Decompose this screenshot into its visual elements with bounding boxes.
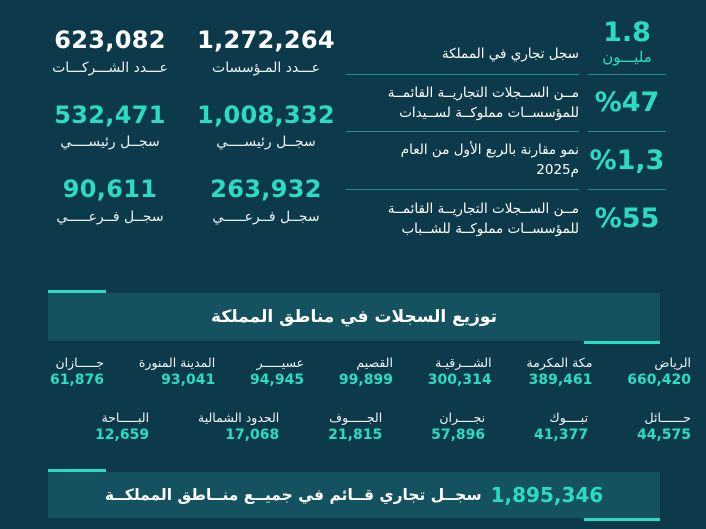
total-registrations-figure [588,13,666,75]
total-registrations-caption [346,13,579,75]
region-baha [95,410,149,444]
region-jazan-name: جـــــازان [55,355,105,370]
growth-caption [346,132,579,190]
establishments-total-value: 1,272,264 [197,26,335,54]
women-owned-line-1: مــن الســجلات التجاريــة القائمــة [387,84,579,101]
total-banner-label: سجــل تجاري قــائم في جميــع منــاطق المملكــة [104,486,482,504]
total-registrations-caption-text: سجل تجاري في المملكة [441,46,579,63]
establishments-branch-value: 263,932 [210,175,322,204]
companies-total-label: عـــدد الشـــركـــات [52,59,168,76]
companies-branch-label: سجــل فــرعـــــي [56,208,164,225]
regions-banner-title: توزيع السجلات في مناطق المملكة [211,307,497,327]
region-tabuk-name: تبــــوك [549,410,589,425]
region-eastern [428,355,492,389]
region-jouf [328,410,382,444]
region-eastern-value: 300,314 [427,371,492,388]
region-baha-value: 12,659 [95,426,150,443]
region-tabuk [534,410,588,444]
total-registrations-value: 1.8 [603,17,651,48]
region-riyadh-value: 660,420 [627,371,691,388]
region-hail [637,410,691,444]
region-northern-borders-value: 17,068 [225,426,280,443]
youth-owned-figure [588,190,666,240]
companies-column [32,26,188,250]
region-northern-borders-name: الحدود الشمالية [198,410,280,425]
growth-figure [588,132,666,190]
youth-owned-caption [346,190,579,240]
youth-owned-line-2: للمؤسســات مملوكــة للشــباب [401,220,579,237]
stat-youth-owned [346,190,666,240]
establishments-main-label: سجــل رئيســــي [216,134,316,151]
stat-total-registrations [346,13,666,75]
region-jouf-name: الجـــــوف [329,410,383,425]
region-baha-name: البـــــاحة [101,410,150,425]
region-asir [250,355,304,389]
women-owned-line-2: للمؤسســات مملوكــة لســيدات [399,104,579,121]
region-madinah-value: 93,041 [161,371,216,388]
region-qassim [339,355,393,389]
youth-owned-pct: %55 [594,203,660,235]
region-najran-name: نجــــران [439,410,486,425]
region-najran [431,410,485,444]
region-makkah-name: مكة المكرمة [526,355,593,370]
regions-row-1 [50,355,691,389]
women-owned-caption [346,75,579,133]
women-owned-pct: %47 [594,87,660,119]
region-northern-borders [198,410,279,444]
region-asir-value: 94,945 [250,371,305,388]
region-jazan-value: 61,876 [50,371,105,388]
growth-line-2: 2025م [536,162,579,179]
region-hail-name: حــــــائل [644,410,691,425]
region-jouf-value: 21,815 [328,426,383,443]
region-riyadh [627,355,691,389]
establishments-total-label: عـــدد المـؤسسات [212,59,320,76]
region-makkah-value: 389,461 [528,371,593,388]
stat-growth [346,132,666,190]
companies-main-value: 532,471 [54,100,166,129]
total-banner-value: 1,895,346 [490,483,604,507]
region-madinah [139,355,215,389]
total-registrations-unit: مليـــون [602,47,652,66]
establishments-main-value: 1,008,332 [197,100,335,129]
growth-line-1: نمو مقارنة بالربع الأول من العام [400,142,579,159]
registry-type-columns [32,26,344,250]
youth-owned-line-1: مــن الســجلات التجاريــة القائمــة [387,200,579,217]
region-asir-name: عسيـــــر [256,355,305,370]
region-qassim-value: 99,899 [338,371,393,388]
region-hail-value: 44,575 [636,426,691,443]
companies-main-label: سجــل رئيســــي [60,134,160,151]
growth-pct: %1,3 [589,144,665,176]
region-jazan [50,355,104,389]
region-qassim-name: القصيم [356,355,393,370]
women-owned-figure [588,75,666,133]
total-banner [48,472,660,518]
region-tabuk-value: 41,377 [534,426,589,443]
companies-branch-value: 90,611 [62,175,158,204]
regions-banner [48,293,660,341]
summary-stats [346,13,666,239]
region-makkah [526,355,592,389]
region-riyadh-name: الرياض [654,355,691,370]
stat-women-owned [346,75,666,133]
regions-row-2 [95,410,691,444]
companies-total-value: 623,082 [54,26,166,54]
establishments-column [188,26,344,250]
establishments-branch-label: سجــل فــرعـــــي [212,208,320,225]
region-eastern-name: الشـــرقيـة [435,355,492,370]
region-madinah-name: المدينة المنورة [138,355,216,370]
region-najran-value: 57,896 [431,426,486,443]
